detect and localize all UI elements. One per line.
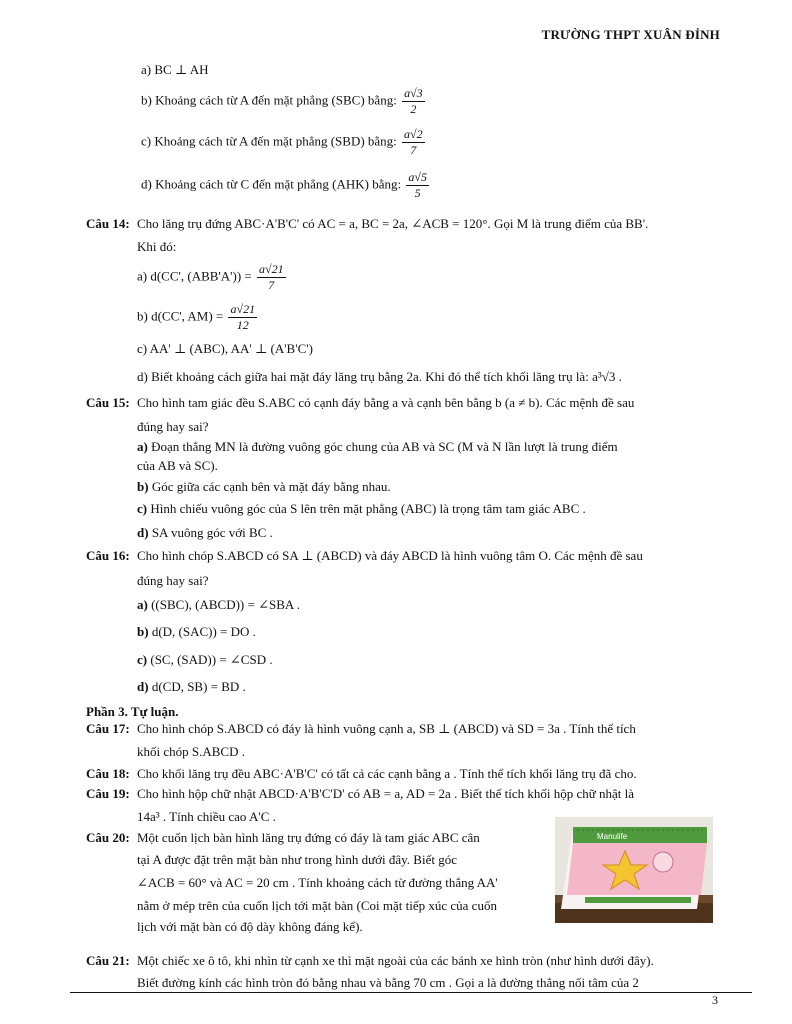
q18-label: Câu 18: bbox=[86, 766, 130, 781]
option-letter: a) bbox=[137, 597, 148, 612]
fraction-denominator: 7 bbox=[410, 143, 417, 157]
school-header: TRƯỜNG THPT XUÂN ĐỈNH bbox=[541, 27, 720, 42]
option-letter: c) bbox=[137, 501, 148, 516]
fraction-numerator: a√2 bbox=[404, 127, 423, 141]
prev-option-d-fraction bbox=[406, 170, 429, 201]
q14-option-a bbox=[137, 262, 286, 293]
prev-option-d-text: d) Khoảng cách từ C đến mặt phẳng (AHK) bằng: bbox=[141, 176, 402, 192]
fraction-numerator: a√3 bbox=[404, 86, 423, 100]
prev-option-c-text: c) Khoảng cách từ A đến mặt phẳng (SBD) bằng: bbox=[141, 133, 397, 149]
q16-stem: Cho hình chóp S.ABCD có SA ⊥ (ABCD) và đáy ABCD là hình vuông tâm O. Các mệnh đề sau bbox=[137, 548, 643, 563]
prev-option-c bbox=[141, 127, 425, 158]
fraction-numerator: a√5 bbox=[408, 170, 427, 184]
q15-option-c bbox=[137, 501, 586, 517]
prev-option-b bbox=[141, 86, 425, 117]
prev-option-d bbox=[141, 170, 429, 201]
q15-option-b bbox=[137, 479, 391, 495]
q21-stem: Một chiếc xe ô tô, khi nhìn từ cạnh xe thì mặt ngoài của các bánh xe hình tròn (như hình dưới đây). bbox=[137, 953, 654, 968]
q14-option-a-fraction bbox=[257, 262, 286, 293]
q16-option-a bbox=[137, 597, 300, 613]
q14-stem-2: Khi đó: bbox=[137, 239, 177, 254]
footer-divider bbox=[70, 992, 752, 993]
q14-option-a-text: a) d(CC', (ABB'A')) = bbox=[137, 268, 252, 284]
q16-option-d-text: d(CD, SB) = BD . bbox=[151, 679, 246, 694]
fraction-denominator: 2 bbox=[410, 102, 417, 116]
q20-label: Câu 20: bbox=[86, 830, 130, 845]
q20-stem-3: ∠ACB = 60° và AC = 20 cm . Tính khoảng cách từ đường thẳng AA' bbox=[137, 875, 498, 890]
q15-option-c-text: Hình chiếu vuông góc của S lên trên mặt phẳng (ABC) là trọng tâm tam giác ABC . bbox=[150, 501, 586, 516]
q21-stem-2: Biết đường kính các hình tròn đó bằng nhau và bằng 70 cm . Gọi a là đường thẳng nối tâm của 2 bbox=[137, 975, 639, 990]
q15-option-b-text: Góc giữa các cạnh bên và mặt đáy bằng nhau. bbox=[151, 479, 391, 494]
q14-option-d: d) Biết khoảng cách giữa hai mặt đáy lăng trụ bằng 2a. Khi đó thể tích khối lăng trụ là: a³√3 . bbox=[137, 369, 622, 384]
option-letter: d) bbox=[137, 525, 149, 540]
option-letter: d) bbox=[137, 679, 149, 694]
q16-option-b bbox=[137, 624, 256, 640]
option-letter: b) bbox=[137, 479, 149, 494]
q17-label: Câu 17: bbox=[86, 721, 130, 736]
q15-stem: Cho hình tam giác đều S.ABC có cạnh đáy bằng a và cạnh bên bằng b (a ≠ b). Các mệnh đề sau bbox=[137, 395, 635, 410]
prev-option-b-text: b) Khoảng cách từ A đến mặt phẳng (SBC) bằng: bbox=[141, 92, 397, 108]
q20-stem-2: tại A được đặt trên mặt bàn như trong hình dưới đây. Biết góc bbox=[137, 852, 457, 867]
q21-label: Câu 21: bbox=[86, 953, 130, 968]
calendar-brand-text: Manulife bbox=[597, 832, 628, 841]
q15-option-a bbox=[137, 439, 618, 455]
q14-option-b-fraction bbox=[228, 302, 257, 333]
q16-label: Câu 16: bbox=[86, 548, 130, 563]
q15-option-a-cont: của AB và SC). bbox=[137, 458, 218, 473]
q19-label: Câu 19: bbox=[86, 786, 130, 801]
q19-stem-2: 14a³ . Tính chiều cao A'C . bbox=[137, 809, 276, 824]
fraction-numerator: a√21 bbox=[230, 302, 256, 316]
prev-option-a: a) BC ⊥ AH bbox=[141, 62, 209, 77]
part3-heading: Phần 3. Tự luận. bbox=[86, 704, 179, 719]
q14-option-b-text: b) d(CC', AM) = bbox=[137, 308, 224, 324]
q15-label: Câu 15: bbox=[86, 395, 130, 410]
q15-stem-2: đúng hay sai? bbox=[137, 419, 209, 434]
option-letter: a) bbox=[137, 439, 148, 454]
option-letter: c) bbox=[137, 652, 148, 667]
q16-option-a-text: ((SBC), (ABCD)) = ∠SBA . bbox=[151, 597, 301, 612]
q19-stem: Cho hình hộp chữ nhật ABCD·A'B'C'D' có AB = a, AD = 2a . Biết thể tích khối hộp chữ nhật là bbox=[137, 786, 635, 801]
q17-stem: Cho hình chóp S.ABCD có đáy là hình vuông cạnh a, SB ⊥ (ABCD) và SD = 3a . Tính thể tích bbox=[137, 721, 636, 736]
desk-calendar-illustration bbox=[555, 817, 713, 923]
option-letter: b) bbox=[137, 624, 149, 639]
page-number: 3 bbox=[712, 993, 718, 1007]
q15-option-a-text: Đoạn thẳng MN là đường vuông góc chung của AB và SC (M và N lần lượt là trung điểm bbox=[151, 439, 618, 454]
q14-stem: Cho lăng trụ đứng ABC·A'B'C' có AC = a, BC = 2a, ∠ACB = 120°. Gọi M là trung điểm của BB'. bbox=[137, 216, 649, 231]
fraction-denominator: 12 bbox=[236, 318, 249, 332]
fraction-denominator: 5 bbox=[414, 186, 421, 200]
fraction-numerator: a√21 bbox=[258, 262, 284, 276]
q16-option-c-text: (SC, (SAD)) = ∠CSD . bbox=[150, 652, 273, 667]
q16-option-d bbox=[137, 679, 246, 695]
q17-stem-2: khối chóp S.ABCD . bbox=[137, 744, 245, 759]
q20-stem: Một cuốn lịch bàn hình lăng trụ đứng có đáy là tam giác ABC cân bbox=[137, 830, 480, 845]
q16-option-c bbox=[137, 652, 273, 668]
q14-option-b bbox=[137, 302, 257, 333]
q20-stem-5: lịch với mặt bàn có độ dày không đáng kể). bbox=[137, 919, 363, 934]
desk-calendar-photo bbox=[555, 817, 713, 923]
q16-option-b-text: d(D, (SAC)) = DO . bbox=[151, 624, 256, 639]
q14-option-c: c) AA' ⊥ (ABC), AA' ⊥ (A'B'C') bbox=[137, 341, 313, 356]
q15-option-d bbox=[137, 525, 273, 541]
q14-label: Câu 14: bbox=[86, 216, 130, 231]
q16-stem-2: đúng hay sai? bbox=[137, 573, 209, 588]
q15-option-d-text: SA vuông góc với BC . bbox=[151, 525, 273, 540]
q20-stem-4: nằm ở mép trên của cuốn lịch tới mặt bàn (Coi mặt tiếp xúc của cuốn bbox=[137, 898, 497, 913]
q18-stem: Cho khối lăng trụ đều ABC·A'B'C' có tất cả các cạnh bằng a . Tính thể tích khối lăng trụ đã cho. bbox=[137, 766, 637, 781]
fraction-denominator: 7 bbox=[268, 278, 275, 292]
prev-option-b-fraction bbox=[402, 86, 425, 117]
prev-option-c-fraction bbox=[402, 127, 425, 158]
